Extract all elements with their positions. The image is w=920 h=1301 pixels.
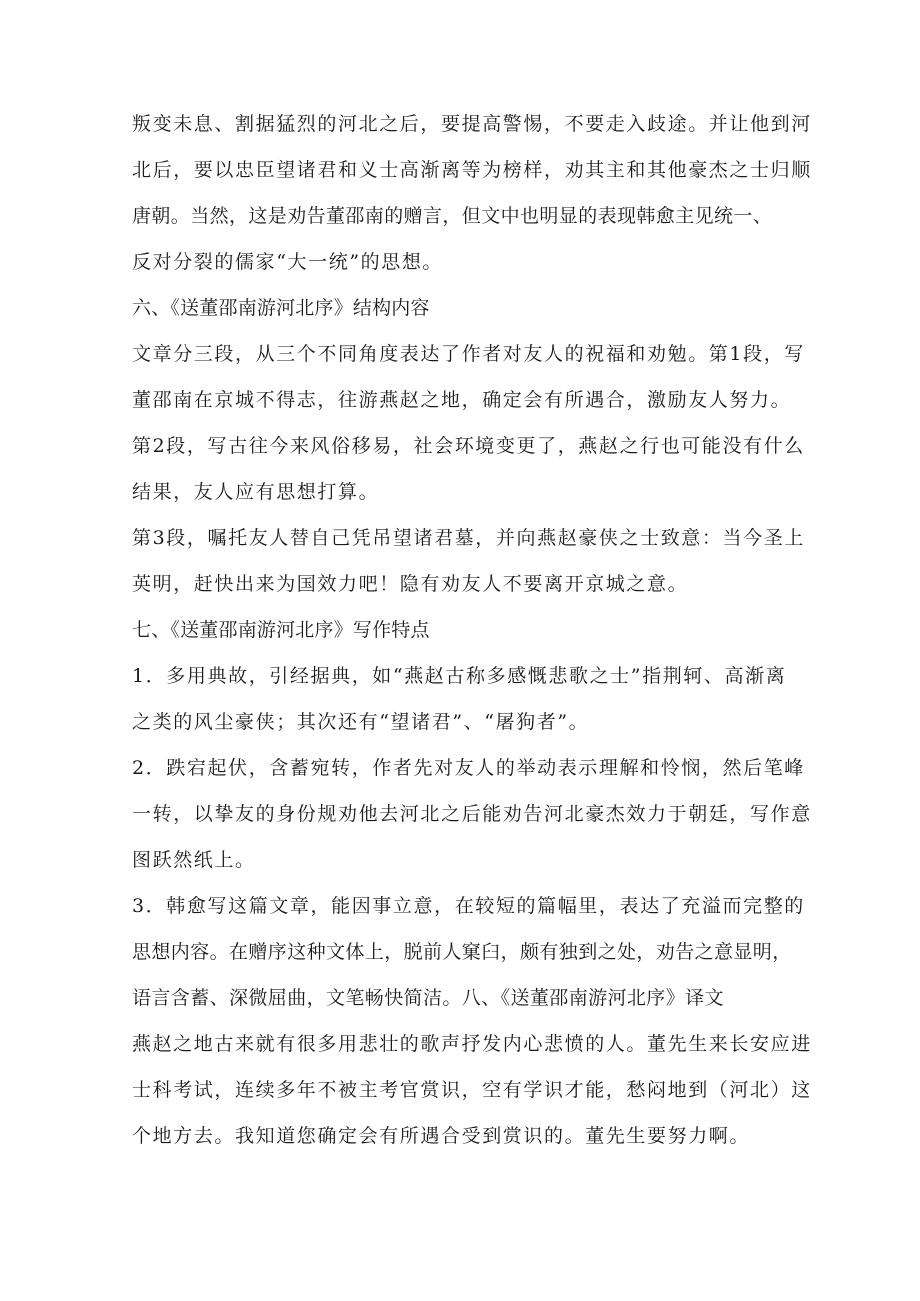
list-item-line: 之类的风尘豪侠；其次还有“望诸君”、“屠狗者”。 <box>132 711 590 733</box>
list-item-line: 2．跌宕起伏，含蓄宛转，作者先对友人的举动表示理解和怜悯，然后笔峰 <box>132 757 805 779</box>
list-item-line: 图跃然纸上。 <box>132 849 256 871</box>
paragraph-line: 北后，要以忠臣望诸君和义士高渐离等为榜样，劝其主和其他豪杰之士归顺 <box>132 159 812 181</box>
section-heading-features: 七、《送董邵南游河北序》写作特点 <box>132 619 430 641</box>
list-item-line: 3．韩愈写这篇文章，能因事立意，在较短的篇幅里，表达了充溢而完整的 <box>132 895 805 917</box>
section-heading-structure: 六、《送董邵南游河北序》结构内容 <box>132 297 430 319</box>
translation-line: 士科考试，连续多年不被主考官赏识，空有学识才能，愁闷地到（河北）这 <box>132 1079 812 1101</box>
paragraph-line: 第3段，嘱托友人替自己凭吊望诸君墓，并向燕赵豪侠之士致意：当今圣上 <box>132 527 805 549</box>
list-item-line: 1．多用典故，引经据典，如“燕赵古称多感慨悲歌之士”指荆轲、高渐离 <box>132 665 787 687</box>
paragraph-line: 反对分裂的儒家“大一统”的思想。 <box>132 251 444 273</box>
list-item-line: 语言含蓄、深微屈曲，文笔畅快简洁。八、《送董邵南游河北序》译文 <box>132 987 724 1009</box>
list-item-line: 思想内容。在赠序这种文体上，脱前人窠臼，颇有独到之处，劝告之意显明， <box>132 941 792 963</box>
paragraph-line: 结果，友人应有思想打算。 <box>132 481 380 503</box>
paragraph-line: 董邵南在京城不得志，往游燕赵之地，确定会有所遇合，激励友人努力。 <box>132 389 792 411</box>
paragraph-line: 第2段，写古往今来风俗移易，社会环境变更了，燕赵之行也可能没有什么 <box>132 435 805 457</box>
paragraph-line: 唐朝。当然，这是劝告董邵南的赠言，但文中也明显的表现韩愈主见统一、 <box>132 205 773 227</box>
translation-line: 个地方去。我知道您确定会有所遇合受到赏识的。董先生要努力啊。 <box>132 1125 751 1147</box>
paragraph-line: 叛变未息、割据猛烈的河北之后，要提高警惕，不要走入歧途。并让他到河 <box>132 113 812 135</box>
paragraph-line: 文章分三段，从三个不同角度表达了作者对友人的祝福和劝勉。第1段，写 <box>132 343 805 365</box>
translation-line: 燕赵之地古来就有很多用悲壮的歌声抒发内心悲愤的人。董先生来长安应进 <box>132 1033 812 1055</box>
list-item-line: 一转，以挚友的身份规劝他去河北之后能劝告河北豪杰效力于朝廷，写作意 <box>132 803 812 825</box>
paragraph-line: 英明，赶快出来为国效力吧！隐有劝友人不要离开京城之意。 <box>132 573 689 595</box>
